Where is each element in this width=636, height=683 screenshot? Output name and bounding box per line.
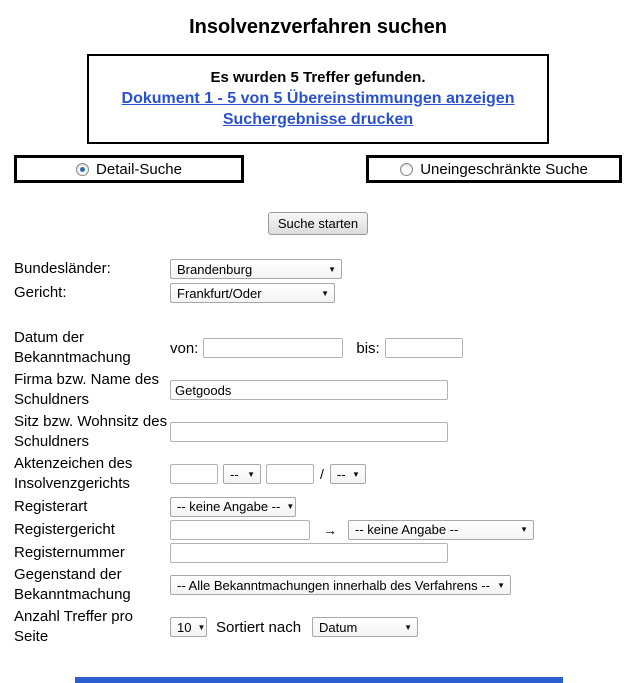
aktenzeichen-input-2[interactable] [266,464,314,484]
gericht-label: Gericht: [14,284,67,301]
registernummer-label: Registernummer [14,543,125,561]
chevron-down-icon: ▼ [321,288,329,298]
start-search-button[interactable]: Suche starten [268,212,368,235]
aktenzeichen-label: Aktenzeichen des Insolvenzgerichts [14,455,133,492]
chevron-down-icon: ▼ [247,469,255,479]
aktenzeichen-select-1[interactable]: -- ▼ [223,464,261,484]
row-gericht [0,281,636,305]
sitz-label: Sitz bzw. Wohnsitz des Schuldners [14,413,168,450]
show-results-link[interactable]: Dokument 1 - 5 von 5 Übereinstimmungen anzeigen [121,90,515,107]
registergericht-select[interactable]: -- keine Angabe -- ▼ [348,520,534,540]
bundeslaender-select[interactable]: Brandenburg ▼ [170,259,342,279]
search-mode-row [0,155,636,183]
row-bundeslaender [0,257,636,281]
registerart-select[interactable]: -- keine Angabe -- ▼ [170,497,296,517]
footer-bar [75,677,563,683]
registerart-label: Registerart [14,497,88,515]
gericht-select[interactable]: Frankfurt/Oder ▼ [170,283,335,303]
treffer-pro-seite-select[interactable]: 10 ▼ [170,617,207,637]
aktenzeichen-input-1[interactable] [170,464,218,484]
mode-detail-suche[interactable] [14,155,244,183]
radio-detail-suche[interactable] [76,163,89,176]
chevron-down-icon: ▼ [520,525,528,534]
chevron-down-icon: ▼ [404,622,413,632]
datum-von-input[interactable] [203,338,343,358]
aktenzeichen-select-2[interactable]: -- ▼ [330,464,366,484]
mode-uneingeschraenkte-suche[interactable] [366,155,622,183]
gegenstand-label: Gegenstand der Bekanntmachung [14,566,131,603]
row-aktenzeichen [0,453,636,495]
registergericht-input[interactable] [170,520,310,540]
button-row [0,212,636,235]
datum-bis-input[interactable] [385,338,463,358]
anzahl-treffer-label: Anzahl Treffer pro Seite [14,608,133,645]
row-anzahl-treffer [0,606,636,648]
bundeslaender-label: Bundesländer: [14,260,111,277]
registernummer-input[interactable] [170,543,448,563]
chevron-down-icon: ▼ [286,502,295,511]
mode-detail-suche-label: Detail-Suche [96,160,182,178]
row-gegenstand [0,564,636,606]
von-label: von: [170,339,199,357]
print-results-link[interactable]: Suchergebnisse drucken [222,111,414,128]
right-arrow-icon: → [323,521,337,538]
chevron-down-icon: ▼ [497,580,505,590]
chevron-down-icon: ▼ [328,264,336,274]
datum-label: Datum der Bekanntmachung [14,329,131,366]
firma-label: Firma bzw. Name des Schuldners [14,371,160,408]
chevron-down-icon: ▼ [351,469,360,479]
chevron-down-icon: ▼ [197,622,206,632]
sortiert-nach-label: Sortiert nach [216,618,302,636]
row-registernummer [0,541,636,564]
registergericht-label: Registergericht [14,520,115,538]
page-title: Insolvenzverfahren suchen [189,16,447,38]
row-sitz [0,411,636,453]
gegenstand-select[interactable]: -- Alle Bekanntmachungen innerhalb des Verfahrens -- ▼ [170,575,511,595]
results-summary: Es wurden 5 Treffer gefunden. [210,69,426,86]
aktenzeichen-separator: / [320,466,324,482]
sitz-input[interactable] [170,422,448,442]
search-form [0,257,636,648]
firma-input[interactable] [170,380,448,400]
row-registerart [0,495,636,518]
row-registergericht [0,518,636,541]
mode-uneingeschraenkte-suche-label: Uneingeschränkte Suche [420,160,588,178]
sortiert-nach-select[interactable]: Datum ▼ [312,617,418,637]
bis-label: bis: [356,339,380,357]
row-datum [0,327,636,369]
results-box [87,54,549,144]
radio-uneingeschraenkte-suche[interactable] [400,163,413,176]
row-firma [0,369,636,411]
